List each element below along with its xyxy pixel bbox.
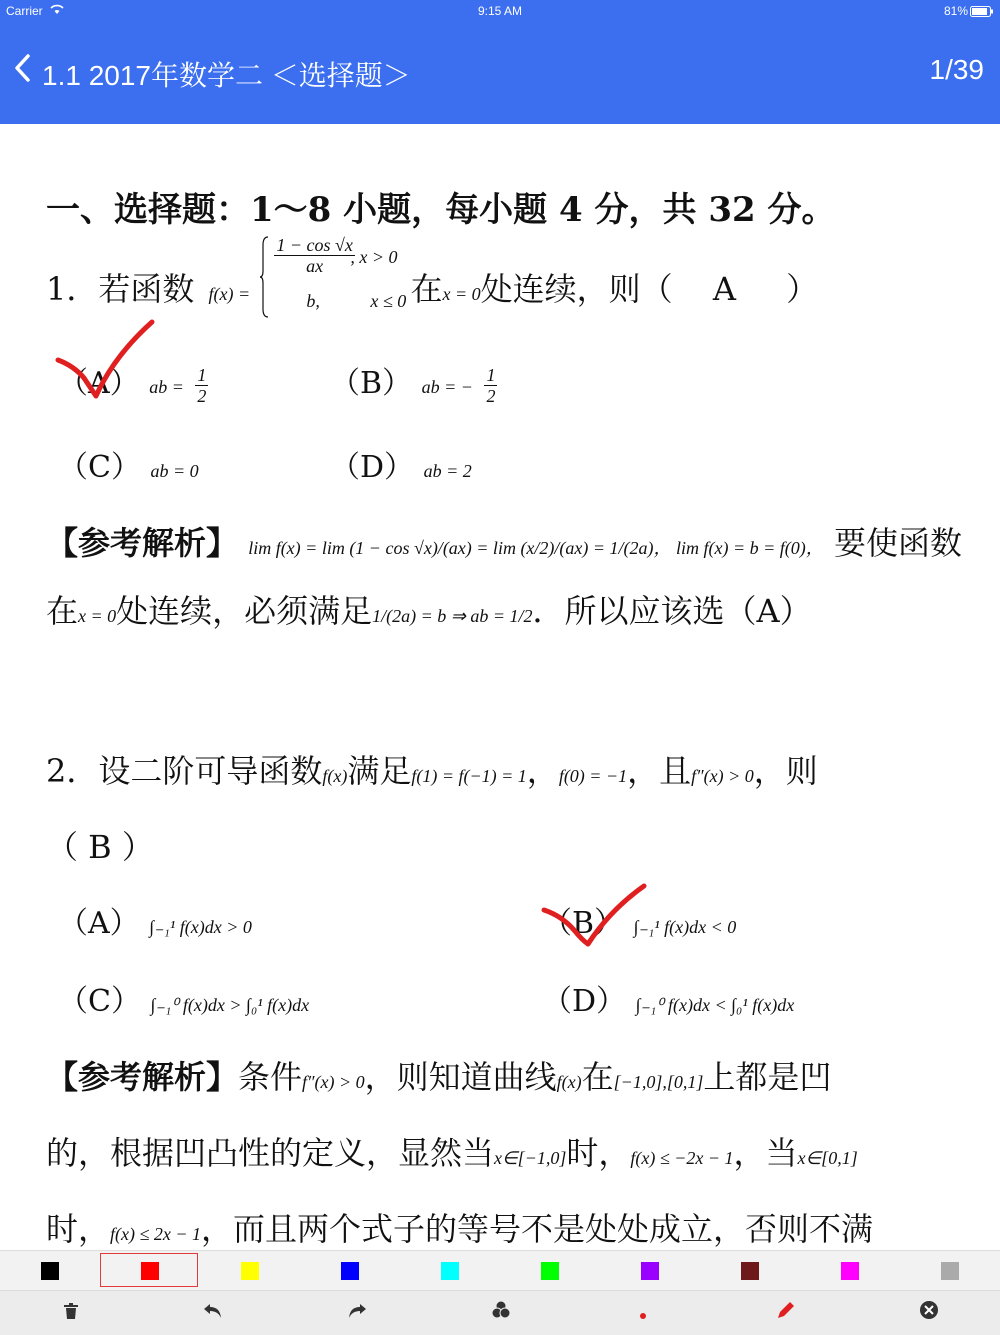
q2-text: 2．设二阶可导函数 [46, 752, 323, 790]
piece1-den: ax [306, 255, 324, 276]
carrier-label: Carrier [6, 4, 43, 18]
battery-percent: 81% [944, 4, 969, 18]
frac-den: 2 [486, 385, 496, 406]
q2-text: 满足 [347, 752, 412, 790]
analysis-text: ．所以应该选（A） [532, 592, 812, 630]
color-swatch-purple[interactable] [641, 1262, 659, 1280]
handwritten-checkmark-icon [538, 880, 652, 952]
piece1-cond: , x > 0 [350, 246, 398, 267]
page-title[interactable]: 1.1 2017年数学二 ＜选择题＞ [42, 60, 411, 91]
q2-analysis-line-2 [46, 1128, 960, 1174]
navigation-bar [0, 22, 1000, 124]
analysis-text: ，当 [733, 1134, 798, 1172]
q2-text: ，则 [753, 752, 818, 790]
analysis-text: 时， [46, 1210, 111, 1248]
analysis-text: 的，根据凹凸性的定义，显然当 [46, 1134, 495, 1172]
option-math: ∫₋₁⁰ f(x)dx < ∫₀¹ f(x)dx [635, 995, 795, 1015]
option-label: （A） [58, 366, 140, 401]
clock: 9:15 AM [478, 4, 523, 18]
analysis-math: f(x) [556, 1072, 582, 1092]
analysis-math: f(x) ≤ −2x − 1 [630, 1148, 734, 1168]
q1-option-b [330, 358, 499, 406]
frac-num: 1 [197, 364, 207, 385]
q1-analysis-line-2 [46, 586, 960, 632]
brace-icon [260, 235, 270, 319]
analysis-text: 处连续，必须满足 [116, 592, 373, 630]
analysis-text: 时， [566, 1134, 631, 1172]
q2-math: f(x) [322, 766, 348, 786]
analysis-label: 【参考解析】 [46, 524, 239, 562]
option-label: （D） [542, 984, 627, 1019]
color-swatch-gray[interactable] [941, 1262, 959, 1280]
q2-answer-line: （ B ） [46, 828, 154, 866]
color-swatch-red[interactable] [141, 1262, 159, 1280]
dot-icon[interactable] [628, 1299, 658, 1327]
drawing-toolbar [0, 1290, 1000, 1335]
analysis-text: 要使函数 [833, 524, 962, 562]
section-heading: 一、选择题：1～8 小题，每小题 4 分，共 32 分。 [46, 190, 836, 230]
option-math: ∫₋₁¹ f(x)dx > 0 [149, 917, 252, 937]
option-math: ∫₋₁⁰ f(x)dx > ∫₀¹ f(x)dx [150, 995, 310, 1015]
analysis-math: x∈[−1,0] [494, 1148, 567, 1168]
circles-icon[interactable] [486, 1299, 516, 1327]
option-math: ∫₋₁¹ f(x)dx < 0 [633, 917, 737, 937]
q2-text: ， [526, 752, 559, 790]
chevron-left-icon[interactable] [12, 52, 32, 92]
analysis-text: 上都是凹 [703, 1058, 832, 1096]
frac-num: 1 [486, 364, 496, 385]
option-label: （C） [58, 450, 141, 485]
color-swatch-yellow[interactable] [241, 1262, 259, 1280]
option-math: ab = [149, 377, 184, 397]
analysis-math: x = 0 [78, 606, 117, 626]
analysis-text: 在 [46, 592, 79, 630]
analysis-math: f(x) ≤ 2x − 1 [110, 1224, 202, 1244]
q1-text: 1．若函数 [46, 270, 195, 308]
color-swatch-magenta[interactable] [841, 1262, 859, 1280]
option-math: ab = 2 [423, 461, 472, 481]
piecewise [260, 234, 407, 319]
handwritten-checkmark-icon [54, 316, 158, 400]
q1-analysis-line-1 [46, 518, 960, 578]
q1-tail: 处连续，则（ [480, 270, 673, 308]
pen-icon[interactable] [771, 1299, 801, 1327]
analysis-label: 【参考解析】 [46, 1058, 239, 1096]
redo-icon[interactable] [342, 1299, 372, 1327]
analysis-text: ，而且两个式子的等号不是处处成立，否则不满 [201, 1210, 874, 1248]
color-swatch-brown[interactable] [741, 1262, 759, 1280]
option-label: （B） [542, 906, 625, 941]
page-counter: 1/39 [929, 54, 984, 85]
q2-analysis-line-3 [46, 1204, 960, 1250]
q2-option-a [58, 898, 252, 942]
document-content [0, 124, 1000, 1250]
q1-close: ） [786, 270, 819, 308]
analysis-math: f″(x) > 0 [302, 1072, 365, 1092]
q1-fx: f(x) = [208, 284, 251, 304]
option-label: （D） [330, 450, 415, 485]
option-label: （C） [58, 984, 141, 1019]
analysis-math: lim f(x) = lim (1 − cos √x)/(ax) = lim (x/2)/(ax) = 1/(2a)， lim f(x) = b = f(0)， [248, 538, 824, 558]
frac-den: 2 [197, 385, 207, 406]
option-math: ab = − [421, 377, 473, 397]
analysis-text: 在 [581, 1058, 614, 1096]
option-label: （A） [58, 906, 140, 941]
q1-answer: A [712, 270, 736, 308]
option-label: （B） [330, 366, 413, 401]
q2-option-c [58, 976, 309, 1020]
question-2 [46, 746, 960, 792]
q2-math: f(1) = f(−1) = 1 [411, 766, 527, 786]
q1-mid: 在 [410, 270, 443, 308]
analysis-math: x∈[0,1] [797, 1148, 858, 1168]
color-palette [0, 1250, 1000, 1291]
color-swatch-black[interactable] [41, 1262, 59, 1280]
q1-option-d [330, 442, 472, 486]
question-1 [46, 234, 960, 354]
trash-icon[interactable] [56, 1299, 86, 1327]
analysis-math: [−1,0],[0,1] [613, 1072, 704, 1092]
color-swatch-blue[interactable] [341, 1262, 359, 1280]
piece2-cond: x ≤ 0 [370, 290, 407, 311]
battery-icon [970, 6, 994, 20]
analysis-text: 条件 [238, 1058, 303, 1096]
piece1-frac [274, 235, 355, 276]
status-bar [0, 0, 1000, 22]
q2-option-d [542, 976, 794, 1020]
close-circle-icon[interactable] [914, 1299, 944, 1327]
wifi-icon [50, 4, 64, 18]
undo-icon[interactable] [198, 1299, 228, 1327]
color-swatch-cyan[interactable] [441, 1262, 459, 1280]
q2-analysis-line-1 [46, 1052, 960, 1098]
q2-math: f″(x) > 0 [691, 766, 754, 786]
q1-option-c [58, 442, 199, 486]
q2-math: f(0) = −1 [558, 766, 628, 786]
piece1-num: 1 − cos √x [276, 234, 353, 255]
color-swatch-green[interactable] [541, 1262, 559, 1280]
option-math: ab = 0 [150, 461, 199, 481]
q2-text: ，且 [627, 752, 692, 790]
piece2: b, [306, 290, 320, 311]
analysis-math: 1/(2a) = b ⇒ ab = 1/2 [372, 606, 533, 626]
analysis-text: ，则知道曲线 [364, 1058, 557, 1096]
q1-at: x = 0 [442, 284, 481, 304]
